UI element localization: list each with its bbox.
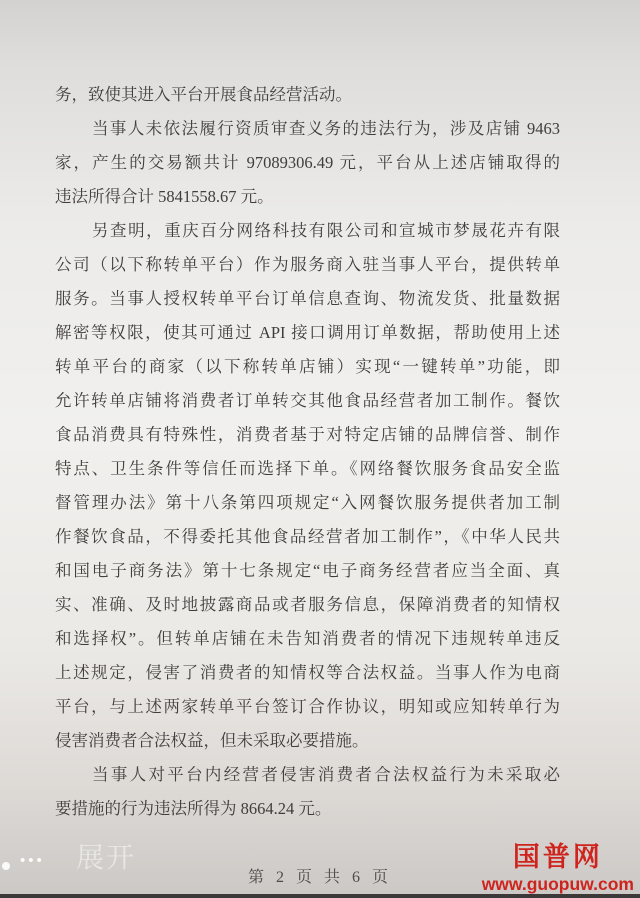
- document-line: 另查明，重庆百分网络科技有限公司和宣城市梦晟花卉有限: [92, 221, 560, 240]
- document-line: 和选择权”。但转单店铺在未告知消费者的情况下违规转单违反: [55, 629, 560, 648]
- document-line: 和国电子商务法》第十七条规定“电子商务经营者应当全面、真: [55, 561, 560, 580]
- more-options-icon[interactable]: •••: [20, 852, 45, 869]
- document-line: 解密等权限，使其可通过 API 接口调用订单数据，帮助使用上述: [55, 323, 560, 342]
- document-line: 转单平台的商家（以下称转单店铺）实现“一键转单”功能，即: [55, 357, 560, 376]
- document-line: 侵害消费者合法权益，但未采取必要措施。: [55, 731, 369, 750]
- document-line: 实、准确、及时地披露商品或者服务信息，保障消费者的知情权: [55, 595, 560, 614]
- document-line: 违法所得合计 5841558.67 元。: [55, 187, 274, 206]
- page-number: 第 2 页 共 6 页: [247, 869, 392, 886]
- bullet-dot-icon: [2, 862, 10, 870]
- player-overlay: [0, 836, 300, 881]
- watermark: [482, 835, 634, 895]
- document-line: 要措施的行为违法所得为 8664.24 元。: [55, 799, 332, 818]
- document-line: 作餐饮食品，不得委托其他食品经营者加工制作”，《中华人民共: [55, 527, 560, 546]
- document-line: 食品消费具有特殊性，消费者基于对特定店铺的品牌信誉、制作: [55, 425, 560, 444]
- watermark-site-url: www.guopuw.com: [481, 874, 634, 894]
- document-line: 督管理办法》第十八条第四项规定“入网餐饮服务提供者加工制: [55, 493, 560, 512]
- document-line: 平台，与上述两家转单平台签订合作协议，明知或应知转单行为: [55, 697, 560, 716]
- bottom-edge-strip: [0, 894, 640, 898]
- document-line: 上述规定，侵害了消费者的知情权等合法权益。当事人作为电商: [55, 663, 560, 682]
- document-body: [55, 78, 560, 826]
- document-line: 允许转单店铺将消费者订单转交其他食品经营者加工制作。餐饮: [55, 391, 560, 410]
- document-line: 公司（以下称转单平台）作为服务商入驻当事人平台，提供转单: [55, 255, 560, 274]
- expand-button[interactable]: 展开: [76, 842, 137, 873]
- document-line: 务，致使其进入平台开展食品经营活动。: [55, 85, 352, 104]
- watermark-site-name: 国普网: [512, 842, 603, 872]
- document-line: 当事人未依法履行资质审查义务的违法行为，涉及店铺 9463: [92, 119, 560, 138]
- document-line: 服务。当事人授权转单平台订单信息查询、物流发货、批量数据: [55, 289, 560, 308]
- document-line: 当事人对平台内经营者侵害消费者合法权益行为未采取必: [92, 765, 560, 784]
- document-line: 特点、卫生条件等信任而选择下单。《网络餐饮服务食品安全监: [55, 459, 560, 478]
- document-line: 家，产生的交易额共计 97089306.49 元，平台从上述店铺取得的: [55, 153, 560, 172]
